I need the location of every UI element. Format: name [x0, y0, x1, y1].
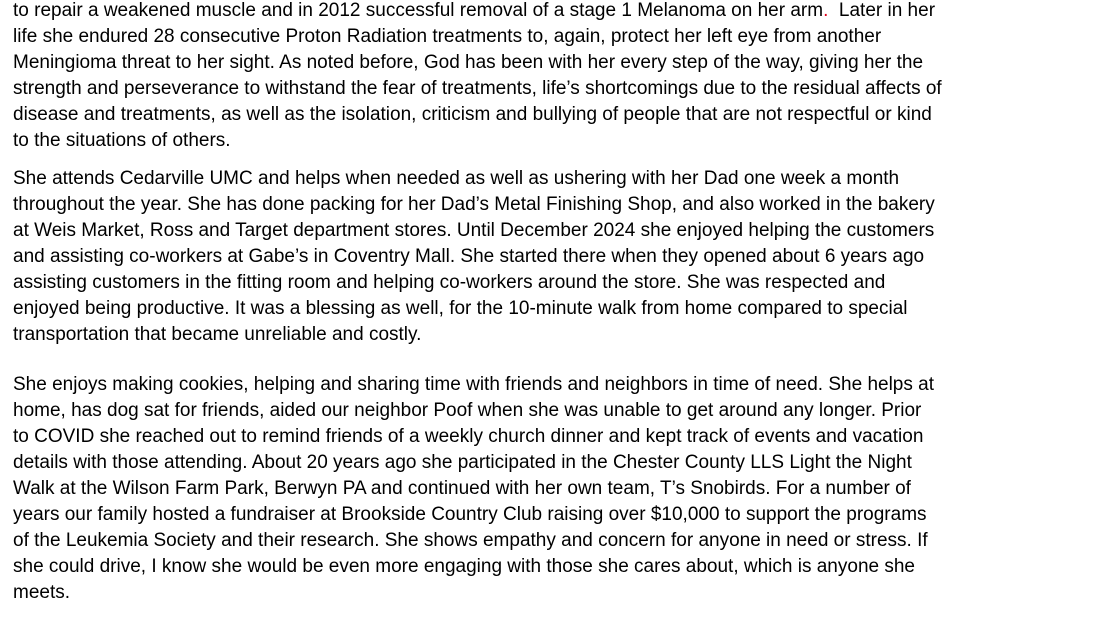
text-line: life she endured 28 consecutive Proton Radiation treatments to, again, protect her left eye from another [13, 26, 882, 47]
text-line: assisting customers in the fitting room and helping co-workers around the store. She was respected and [13, 272, 886, 293]
text-line: details with those attending. About 20 years ago she participated in the Chester County LLS Light the Night [13, 452, 912, 473]
text-line: and assisting co-workers at Gabe’s in Coventry Mall. She started there when they opened about 6 years ago [13, 246, 925, 267]
text-line: she could drive, I know she would be even more engaging with those she cares about, which is anyone she [13, 556, 915, 577]
text-line-tail: Later in her [828, 0, 936, 21]
paragraph-medical-history [13, 0, 942, 154]
text-line: to COVID she reached out to remind friends of a weekly church dinner and kept track of events and vacation [13, 426, 924, 447]
text-line: She enjoys making cookies, helping and sharing time with friends and neighbors in time of need. She helps at [13, 374, 934, 395]
text-line: home, has dog sat for friends, aided our neighbor Poof when she was unable to get around any longer. Prior [13, 400, 922, 421]
text-line [13, 0, 942, 24]
text-line: of the Leukemia Society and their research. She shows empathy and concern for anyone in need or stress. If [13, 530, 928, 551]
paragraph-church-and-work [13, 166, 935, 348]
text-line: Walk at the Wilson Farm Park, Berwyn PA and continued with her own team, T’s Snobirds. For a number of [13, 478, 911, 499]
text-line: Meningioma threat to her sight. As noted before, God has been with her every step of the way, giving her the [13, 52, 924, 73]
text-line: throughout the year. She has done packing for her Dad’s Metal Finishing Shop, and also worked in the bakery [13, 194, 935, 215]
text-line: disease and treatments, as well as the isolation, criticism and bullying of people that are not respectful or kind [13, 104, 932, 125]
paragraph-hobbies-and-community [13, 372, 934, 606]
text-line-content: to repair a weakened muscle and in 2012 successful removal of a stage 1 Melanoma on her arm [13, 0, 824, 21]
text-line: enjoyed being productive. It was a blessing as well, for the 10-minute walk from home compared to special [13, 298, 908, 319]
text-line: to the situations of others. [13, 130, 231, 151]
text-line: strength and perseverance to withstand the fear of treatments, life’s shortcomings due to the residual affects of [13, 78, 942, 99]
text-line: transportation that became unreliable and costly. [13, 324, 422, 345]
text-line: at Weis Market, Ross and Target department stores. Until December 2024 she enjoyed helping the customers [13, 220, 935, 241]
red-period-mark: . [823, 0, 829, 21]
text-line: meets. [13, 582, 71, 603]
text-line: years our family hosted a fundraiser at Brookside Country Club raising over $10,000 to support the programs [13, 504, 927, 525]
text-line: She attends Cedarville UMC and helps when needed as well as ushering with her Dad one week a month [13, 168, 900, 189]
